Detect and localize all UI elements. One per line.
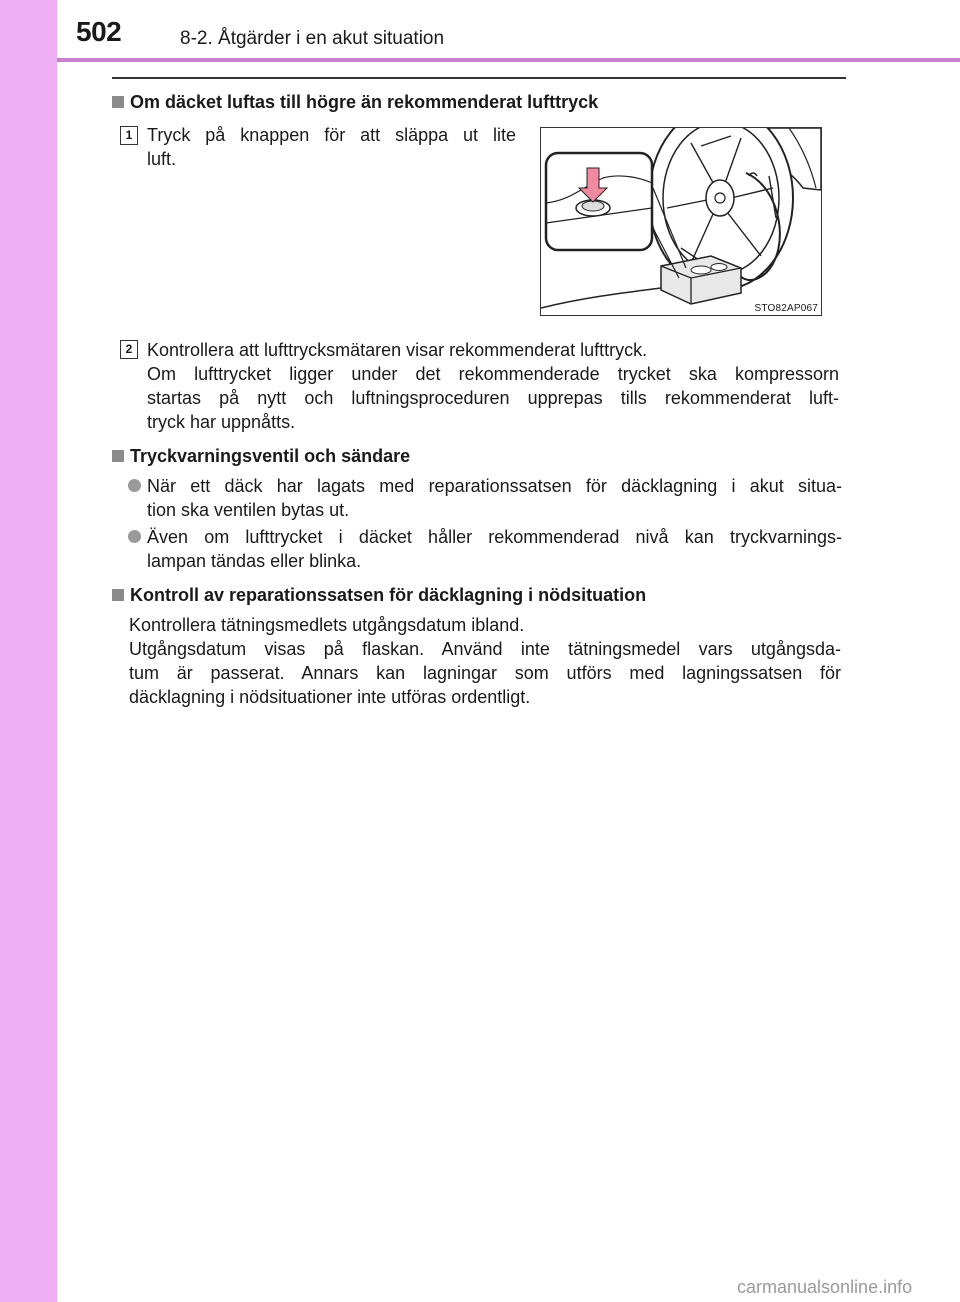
figure-code: STO82AP067 bbox=[754, 303, 818, 314]
bullet-line: Även om lufttrycket i däcket håller rekommenderad nivå kan tryckvarnings- bbox=[147, 527, 842, 547]
step2-line: Kontrollera att lufttrycksmätaren visar rekommenderat lufttryck. bbox=[147, 340, 648, 360]
heading-kit-check bbox=[112, 585, 646, 606]
step1-line: Tryck på knappen för att släppa ut lite bbox=[147, 125, 516, 145]
heading-overinflation bbox=[112, 92, 598, 113]
bullet-1-text bbox=[147, 474, 842, 522]
section-title: 8-2. Åtgärder i en akut situation bbox=[180, 28, 445, 49]
bullet-line: tion ska ventilen bytas ut. bbox=[147, 500, 350, 520]
compressor-wheel-illustration bbox=[541, 128, 821, 315]
bullet-line: När ett däck har lagats med reparationssatsen för däcklagning i akut situa- bbox=[147, 476, 842, 496]
body-line: tum är passerat. Annars kan lagningar som utförs med lagningssatsen för bbox=[129, 663, 841, 683]
round-bullet-icon bbox=[128, 479, 141, 492]
square-bullet-icon bbox=[112, 450, 124, 462]
illustration-compressor bbox=[540, 127, 822, 316]
heading-text: Tryckvarningsventil och sändare bbox=[130, 446, 411, 466]
step-number-1: 1 bbox=[120, 126, 138, 145]
watermark: carmanualsonline.info bbox=[737, 1277, 913, 1297]
bullet-line: lampan tändas eller blinka. bbox=[147, 551, 362, 571]
heading-text: Om däcket luftas till högre än rekommenderat lufttryck bbox=[130, 92, 599, 112]
square-bullet-icon bbox=[112, 589, 124, 601]
step1-text bbox=[147, 123, 516, 171]
heading-valve-sensor bbox=[112, 446, 410, 467]
step2-text bbox=[147, 338, 839, 434]
body-line: däcklagning i nödsituationer inte utföras ordentligt. bbox=[129, 687, 531, 707]
heading-text: Kontroll av reparationssatsen för däcklagning i nödsituation bbox=[130, 585, 647, 605]
step-number-2: 2 bbox=[120, 340, 138, 359]
page-number: 502 bbox=[76, 16, 122, 47]
step2-line: startas på nytt och luftningsproceduren upprepas tills rekommenderat luft- bbox=[147, 388, 839, 408]
left-color-strip bbox=[0, 0, 57, 1302]
square-bullet-icon bbox=[112, 96, 124, 108]
header-accent-line bbox=[57, 58, 960, 62]
kit-check-text bbox=[129, 613, 841, 709]
step2-line: Om lufttrycket ligger under det rekommenderade trycket ska kompressorn bbox=[147, 364, 839, 384]
step2-line: tryck har uppnåtts. bbox=[147, 412, 296, 432]
body-line: Utgångsdatum visas på flaskan. Använd inte tätningsmedel vars utgångsda- bbox=[129, 639, 841, 659]
bullet-2-text bbox=[147, 525, 842, 573]
body-line: Kontrollera tätningsmedlets utgångsdatum ibland. bbox=[129, 615, 525, 635]
round-bullet-icon bbox=[128, 530, 141, 543]
step1-line: luft. bbox=[147, 149, 177, 169]
section-divider bbox=[112, 77, 846, 79]
